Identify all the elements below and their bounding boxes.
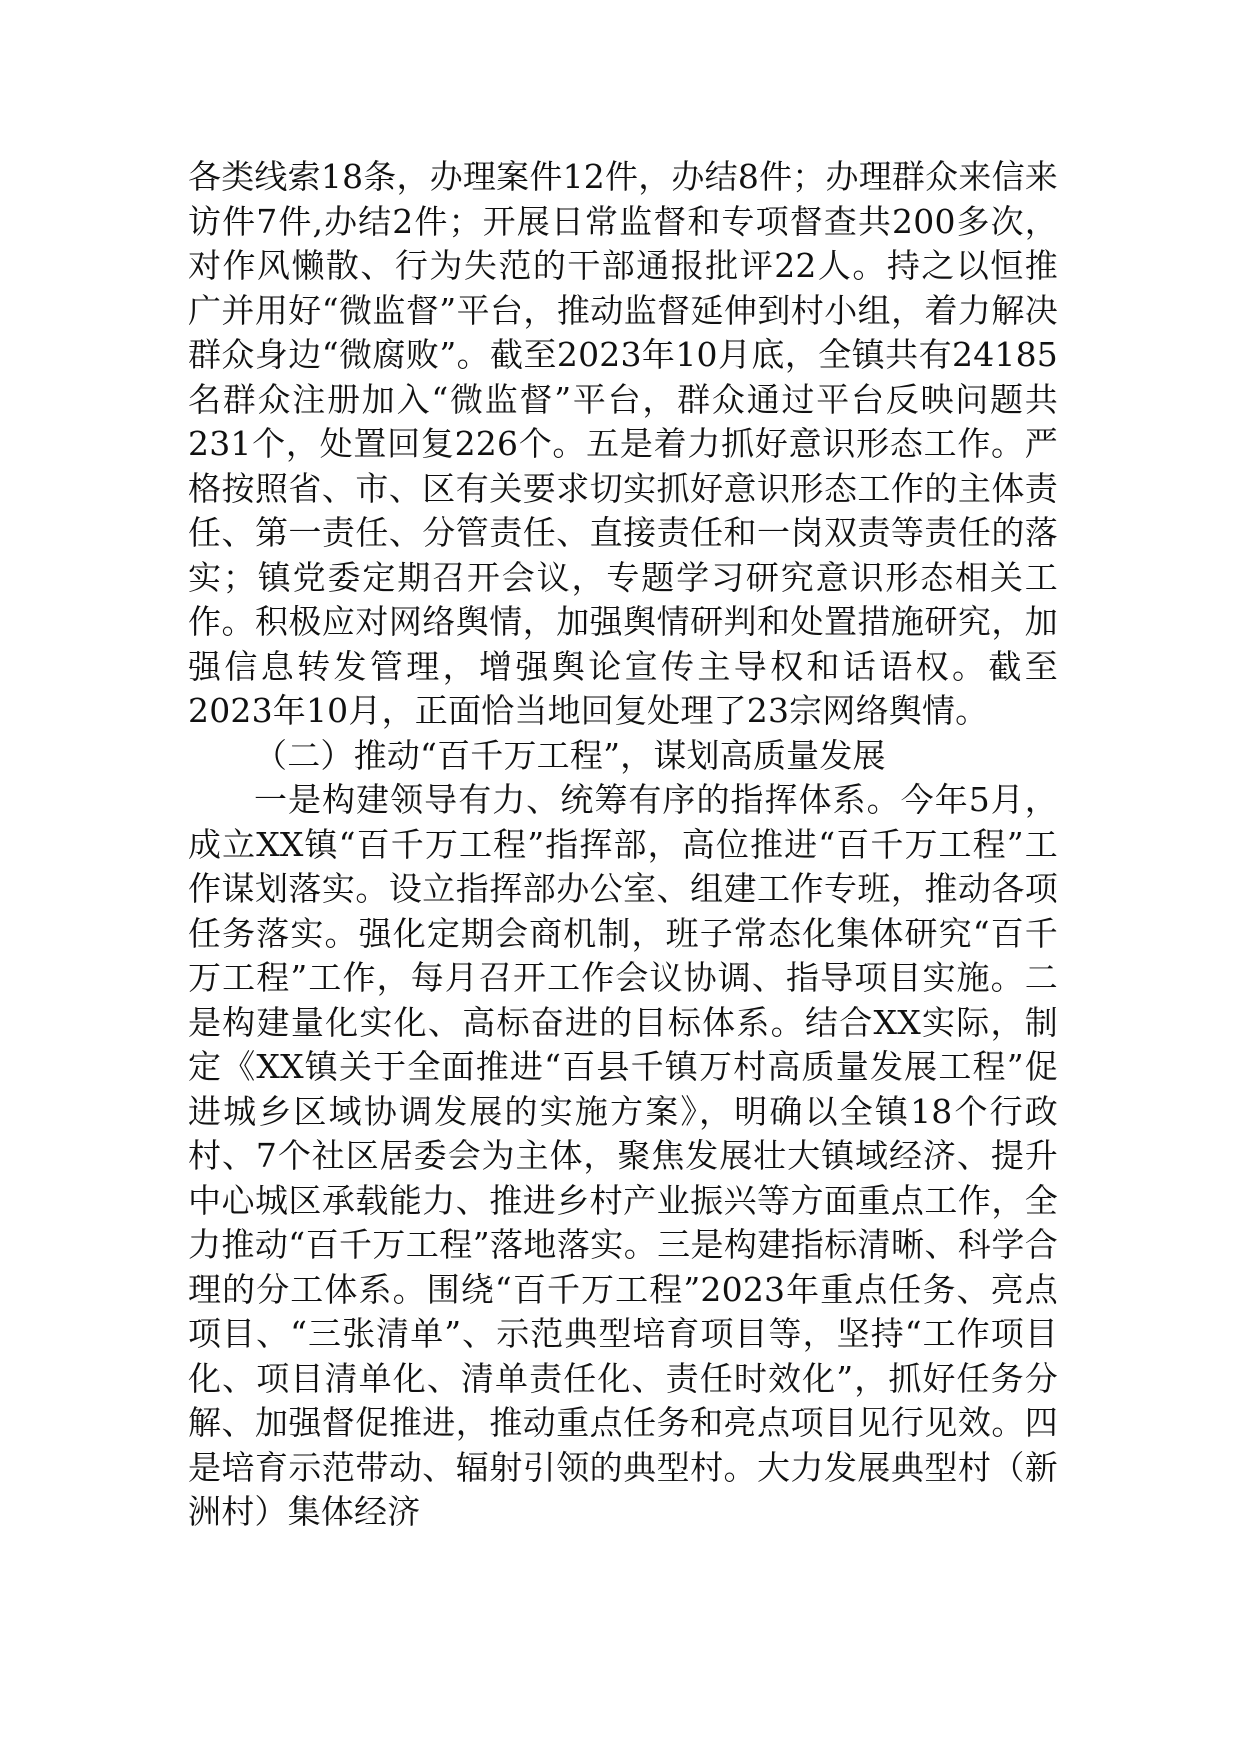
document-page xyxy=(188,155,1058,1535)
paragraph-continued: 各类线索18条，办理案件12件，办结8件；办理群众来信来访件7件,办结2件；开展日常监督和专项督查共200多次，对作风懒散、行为失范的干部通报批评22人。持之以恒推广并用好“微监督”平台，推动监督延伸到村小组，着力解决群众身边“微腐败”。截至2023年10月底，全镇共有24185名群众注册加入“微监督”平台，群众通过平台反映问题共231个，处置回复226个。五是着力抓好意识形态工作。严格按照省、市、区有关要求切实抓好意识形态工作的主体责任、第一责任、分管责任、直接责任和一岗双责等责任的落实；镇党委定期召开会议，专题学习研究意识形态相关工作。积极应对网络舆情，加强舆情研判和处置措施研究，加强信息转发管理，增强舆论宣传主导权和话语权。截至2023年10月，正面恰当地回复处理了23宗网络舆情。 xyxy=(188,157,1058,730)
paragraph-body: 一是构建领导有力、统筹有序的指挥体系。今年5月，成立XX镇“百千万工程”指挥部，高位推进“百千万工程”工作谋划落实。设立指挥部办公室、组建工作专班，推动各项任务落实。强化定期会商机制，班子常态化集体研究“百千万工程”工作，每月召开工作会议协调、指导项目实施。二是构建量化实化、高标奋进的目标体系。结合XX实际，制定《XX镇关于全面推进“百县千镇万村高质量发展工程”促进城乡区域协调发展的实施方案》，明确以全镇18个行政村、7个社区居委会为主体，聚焦发展壮大镇域经济、提升中心城区承载能力、推进乡村产业振兴等方面重点工作，全力推动“百千万工程”落地落实。三是构建指标清晰、科学合理的分工体系。围绕“百千万工程”2023年重点任务、亮点项目、“三张清单”、示范典型培育项目等，坚持“工作项目化、项目清单化、清单责任化、责任时效化”，抓好任务分解、加强督促推进，推动重点任务和亮点项目见行见效。四是培育示范带动、辐射引领的典型村。大力发展典型村（新洲村）集体经济 xyxy=(188,780,1058,1531)
section-heading: （二）推动“百千万工程”，谋划高质量发展 xyxy=(254,735,886,775)
